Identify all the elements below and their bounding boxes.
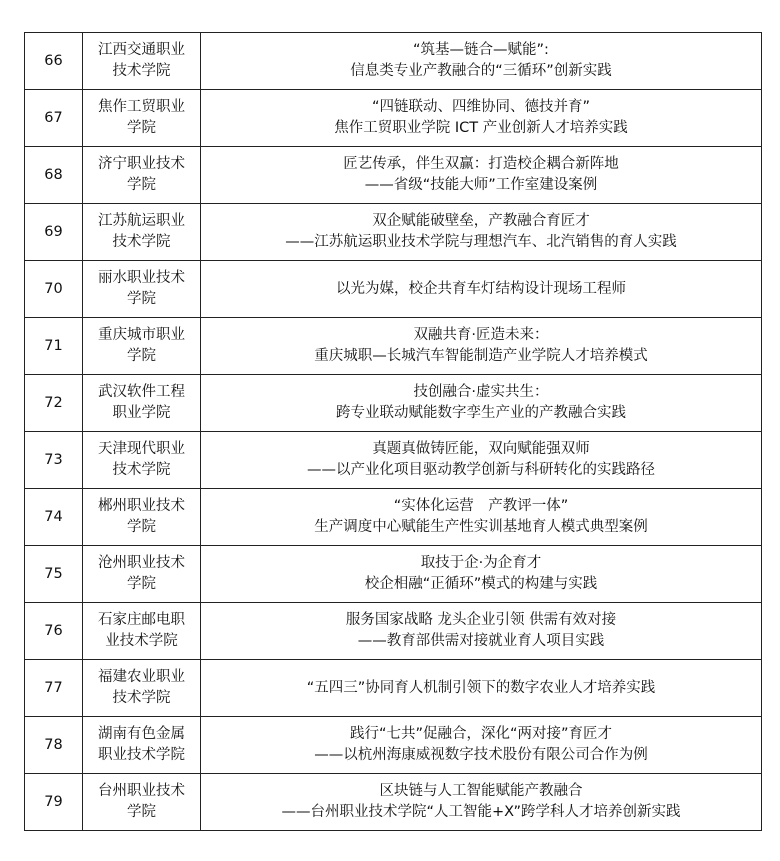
case-title-line: 跨专业联动赋能数字孪生产业的产教融合实践 <box>336 405 626 421</box>
row-number: 66 <box>25 33 83 90</box>
school-name-cell <box>83 90 201 147</box>
case-title-line: “四链联动、四维协同、德技并育” <box>371 99 591 115</box>
row-number: 75 <box>25 546 83 603</box>
case-title-cell <box>201 432 762 489</box>
case-title-line: 生产调度中心赋能生产性实训基地育人模式典型案例 <box>314 519 648 535</box>
school-name-cell <box>83 432 201 489</box>
school-name-line: 湖南有色金属 <box>98 726 185 742</box>
row-number: 68 <box>25 147 83 204</box>
row-number: 74 <box>25 489 83 546</box>
table-row <box>25 90 762 147</box>
table-row <box>25 546 762 603</box>
school-name-cell <box>83 318 201 375</box>
school-name-line: 武汉软件工程 <box>98 384 185 400</box>
school-name-line: 业技术学院 <box>105 633 178 649</box>
case-title-line: 焦作工贸职业学院 ICT 产业创新人才培养实践 <box>334 120 628 136</box>
table-row <box>25 660 762 717</box>
row-number: 79 <box>25 774 83 831</box>
school-name-line: 学院 <box>127 576 156 592</box>
school-name-line: 福建农业职业 <box>98 669 185 685</box>
school-name-cell <box>83 660 201 717</box>
school-name-line: 台州职业技术 <box>98 783 185 799</box>
table-row <box>25 717 762 774</box>
table-row <box>25 204 762 261</box>
row-number: 76 <box>25 603 83 660</box>
case-title-line: 双企赋能破壁垒，产教融合育匠才 <box>372 213 590 229</box>
school-name-cell <box>83 375 201 432</box>
table-row <box>25 375 762 432</box>
case-title-line: 取技于企·为企育才 <box>420 555 542 571</box>
school-name-line: 学院 <box>127 519 156 535</box>
school-name-line: 焦作工贸职业 <box>98 99 185 115</box>
school-name-line: 天津现代职业 <box>98 441 185 457</box>
school-name-line: 学院 <box>127 291 156 307</box>
school-name-line: 丽水职业技术 <box>98 270 185 286</box>
school-name-cell <box>83 489 201 546</box>
case-title-line: 服务国家战略 龙头企业引领 供需有效对接 <box>345 612 617 628</box>
row-number: 70 <box>25 261 83 318</box>
row-number: 77 <box>25 660 83 717</box>
case-title-cell <box>201 546 762 603</box>
case-title-line: “实体化运营 产教评一体” <box>393 498 569 514</box>
row-number: 73 <box>25 432 83 489</box>
table-row <box>25 432 762 489</box>
school-name-line: 江西交通职业 <box>98 42 185 58</box>
school-name-line: 学院 <box>127 804 156 820</box>
case-title-line: 践行“七共”促融合，深化“两对接”育匠才 <box>349 726 613 742</box>
table-row <box>25 318 762 375</box>
table-row <box>25 147 762 204</box>
case-title-cell <box>201 147 762 204</box>
case-title-cell <box>201 33 762 90</box>
case-title-cell <box>201 204 762 261</box>
case-title-cell <box>201 261 762 318</box>
table-row <box>25 489 762 546</box>
school-name-line: 郴州职业技术 <box>98 498 185 514</box>
case-title-line: 真题真做铸匠能，双向赋能强双师 <box>372 441 590 457</box>
case-title-line: 区块链与人工智能赋能产教融合 <box>379 783 583 799</box>
table-row <box>25 261 762 318</box>
school-name-cell <box>83 204 201 261</box>
school-name-line: 石家庄邮电职 <box>98 612 185 628</box>
school-name-line: 技术学院 <box>112 462 171 478</box>
school-name-line: 技术学院 <box>112 690 171 706</box>
row-number: 72 <box>25 375 83 432</box>
school-name-cell <box>83 603 201 660</box>
case-title-line: ——以产业化项目驱动教学创新与科研转化的实践路径 <box>307 462 655 478</box>
table-row <box>25 774 762 831</box>
school-name-line: 江苏航运职业 <box>98 213 185 229</box>
table-body <box>25 33 762 831</box>
school-name-line: 重庆城市职业 <box>98 327 185 343</box>
school-name-line: 技术学院 <box>112 234 171 250</box>
school-name-line: 职业学院 <box>112 405 171 421</box>
school-name-cell <box>83 261 201 318</box>
school-name-cell <box>83 717 201 774</box>
case-title-line: 校企相融“正循环”模式的构建与实践 <box>364 576 598 592</box>
case-title-line: 技创融合·虚实共生： <box>413 384 549 400</box>
case-title-cell <box>201 603 762 660</box>
row-number: 69 <box>25 204 83 261</box>
case-list-table <box>24 32 762 831</box>
table-row <box>25 33 762 90</box>
case-title-line: ——台州职业技术学院“人工智能+X”跨学科人才培养创新实践 <box>281 804 681 820</box>
school-name-line: 学院 <box>127 348 156 364</box>
school-name-line: 济宁职业技术 <box>98 156 185 172</box>
row-number: 78 <box>25 717 83 774</box>
case-title-line: 匠艺传承，伴生双赢：打造校企耦合新阵地 <box>343 156 619 172</box>
case-title-line: 重庆城职—长城汽车智能制造产业学院人才培养模式 <box>314 348 648 364</box>
table-row <box>25 603 762 660</box>
case-title-cell <box>201 489 762 546</box>
school-name-line: 沧州职业技术 <box>98 555 185 571</box>
case-title-cell <box>201 318 762 375</box>
case-title-cell <box>201 90 762 147</box>
school-name-line: 学院 <box>127 120 156 136</box>
school-name-cell <box>83 546 201 603</box>
school-name-line: 职业技术学院 <box>98 747 185 763</box>
case-title-cell <box>201 717 762 774</box>
case-title-line: 信息类专业产教融合的“三循环”创新实践 <box>350 63 612 79</box>
case-title-line: ——省级“技能大师”工作室建设案例 <box>364 177 598 193</box>
school-name-line: 学院 <box>127 177 156 193</box>
case-title-line: ——江苏航运职业技术学院与理想汽车、北汽销售的育人实践 <box>285 234 677 250</box>
case-title-line: 双融共育·匠造未来： <box>413 327 549 343</box>
case-title-line: “筑基—链合—赋能”: <box>413 42 549 58</box>
school-name-cell <box>83 774 201 831</box>
case-title-cell <box>201 375 762 432</box>
school-name-cell <box>83 147 201 204</box>
row-number: 67 <box>25 90 83 147</box>
case-title-cell <box>201 660 762 717</box>
case-title-line: 以光为媒，校企共育车灯结构设计现场工程师 <box>336 280 626 297</box>
case-title-cell <box>201 774 762 831</box>
school-name-cell <box>83 33 201 90</box>
case-title-line: ——教育部供需对接就业育人项目实践 <box>357 633 605 649</box>
school-name-line: 技术学院 <box>112 63 171 79</box>
case-title-line: “五四三”协同育人机制引领下的数字农业人才培养实践 <box>306 679 656 696</box>
case-title-line: ——以杭州海康威视数字技术股份有限公司合作为例 <box>314 747 648 763</box>
row-number: 71 <box>25 318 83 375</box>
